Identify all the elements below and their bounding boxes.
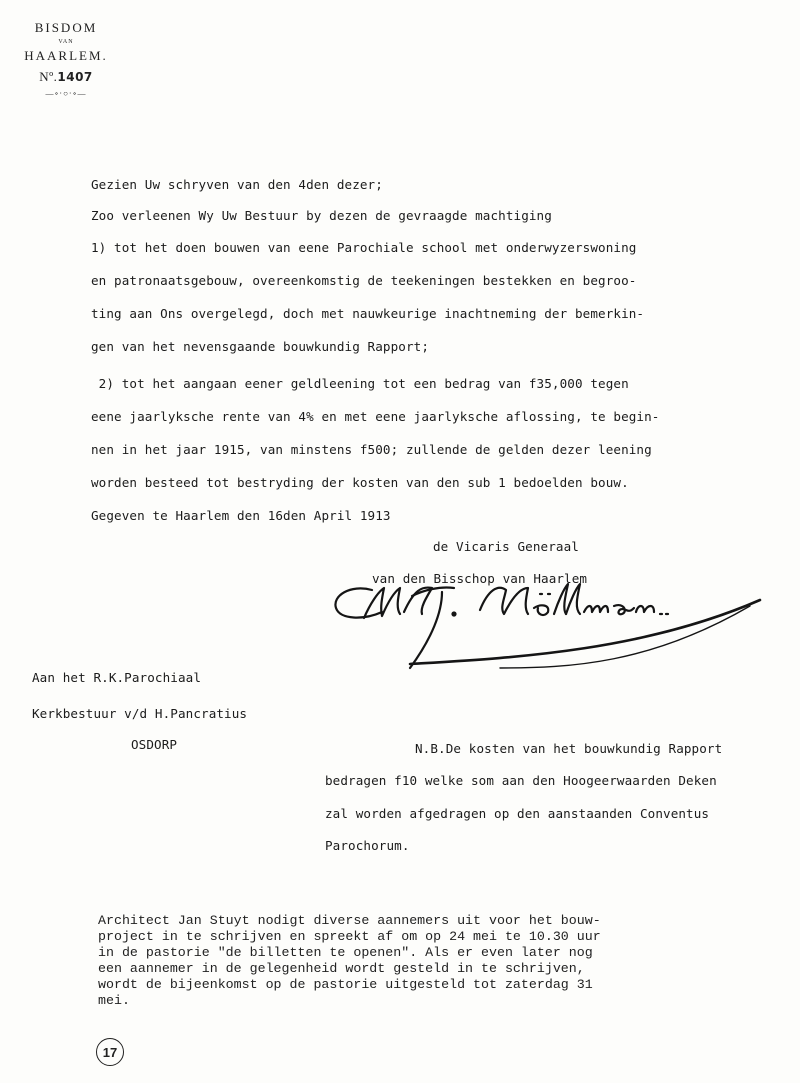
signatory-title: de Vicaris Generaal: [433, 539, 579, 554]
nb-line: Parochorum.: [325, 838, 410, 853]
letter-line: Gegeven te Haarlem den 16den April 1913: [91, 508, 391, 523]
letter-number: [10, 69, 122, 85]
letter-line: 2) tot het aangaan eener geldleening tot een bedrag van f35,000 tegen: [91, 376, 629, 391]
letter-line: nen in het jaar 1915, van minstens f500; zullende de gelden dezer leening: [91, 442, 652, 457]
letterhead: [10, 20, 122, 98]
caption-line: Architect Jan Stuyt nodigt diverse aannemers uit voor het bouw-: [98, 913, 601, 928]
letter-line: ting aan Ons overgelegd, doch met nauwkeurige inachtneming der bemerkin-: [91, 306, 645, 321]
letter-line: Gezien Uw schryven van den 4den dezer;: [91, 177, 383, 192]
letter-number-prefix: Nº.: [39, 69, 58, 84]
letter-line: gen van het nevensgaande bouwkundig Rapport;: [91, 339, 430, 354]
letterhead-city: HAARLEM.: [24, 48, 108, 63]
signatory-subtitle: van den Bisschop van Haarlem: [372, 571, 588, 586]
letter-line: 1) tot het doen bouwen van eene Parochiale school met onderwyzerswoning: [91, 240, 637, 255]
addressee-line-1: Aan het R.K.Parochiaal: [32, 670, 202, 685]
letter-line: Zoo verleenen Wy Uw Bestuur by dezen de gevraagde machtiging: [91, 208, 552, 223]
nb-line: zal worden afgedragen op den aanstaanden Conventus: [325, 806, 710, 821]
caption-line: in de pastorie "de billetten te openen". Als er even later nog: [98, 945, 593, 960]
caption-line: mei.: [98, 993, 130, 1008]
addressee-line-2: Kerkbestuur v/d H.Pancratius: [32, 706, 248, 721]
letter-number-value: 1407: [57, 70, 93, 84]
nb-line: N.B.De kosten van het bouwkundig Rapport: [415, 741, 723, 756]
handwritten-signature: [330, 582, 770, 672]
page-number: 17: [96, 1038, 124, 1066]
letter-line: en patronaatsgebouw, overeenkomstig de teekeningen bestekken en begroo-: [91, 273, 637, 288]
nb-line: bedragen f10 welke som aan den Hoogeerwaarden Deken: [325, 773, 717, 788]
letterhead-diocese: BISDOM: [34, 20, 98, 35]
letter-line: worden besteed tot bestryding der kosten van den sub 1 bedoelden bouw.: [91, 475, 629, 490]
addressee-line-3: OSDORP: [131, 737, 178, 752]
ornament-divider: —∘·○·∘—: [45, 89, 87, 98]
caption-line: project in te schrijven en spreekt af om op 24 mei te 10.30 uur: [98, 929, 601, 944]
caption-line: een aannemer in de gelegenheid wordt gesteld in te schrijven,: [98, 961, 585, 976]
letterhead-van: VAN: [58, 39, 74, 45]
letter-line: eene jaarlyksche rente van 4% en met eene jaarlyksche aflossing, te begin-: [91, 409, 660, 424]
caption-line: wordt de bijeenkomst op de pastorie uitgesteld tot zaterdag 31: [98, 977, 593, 992]
